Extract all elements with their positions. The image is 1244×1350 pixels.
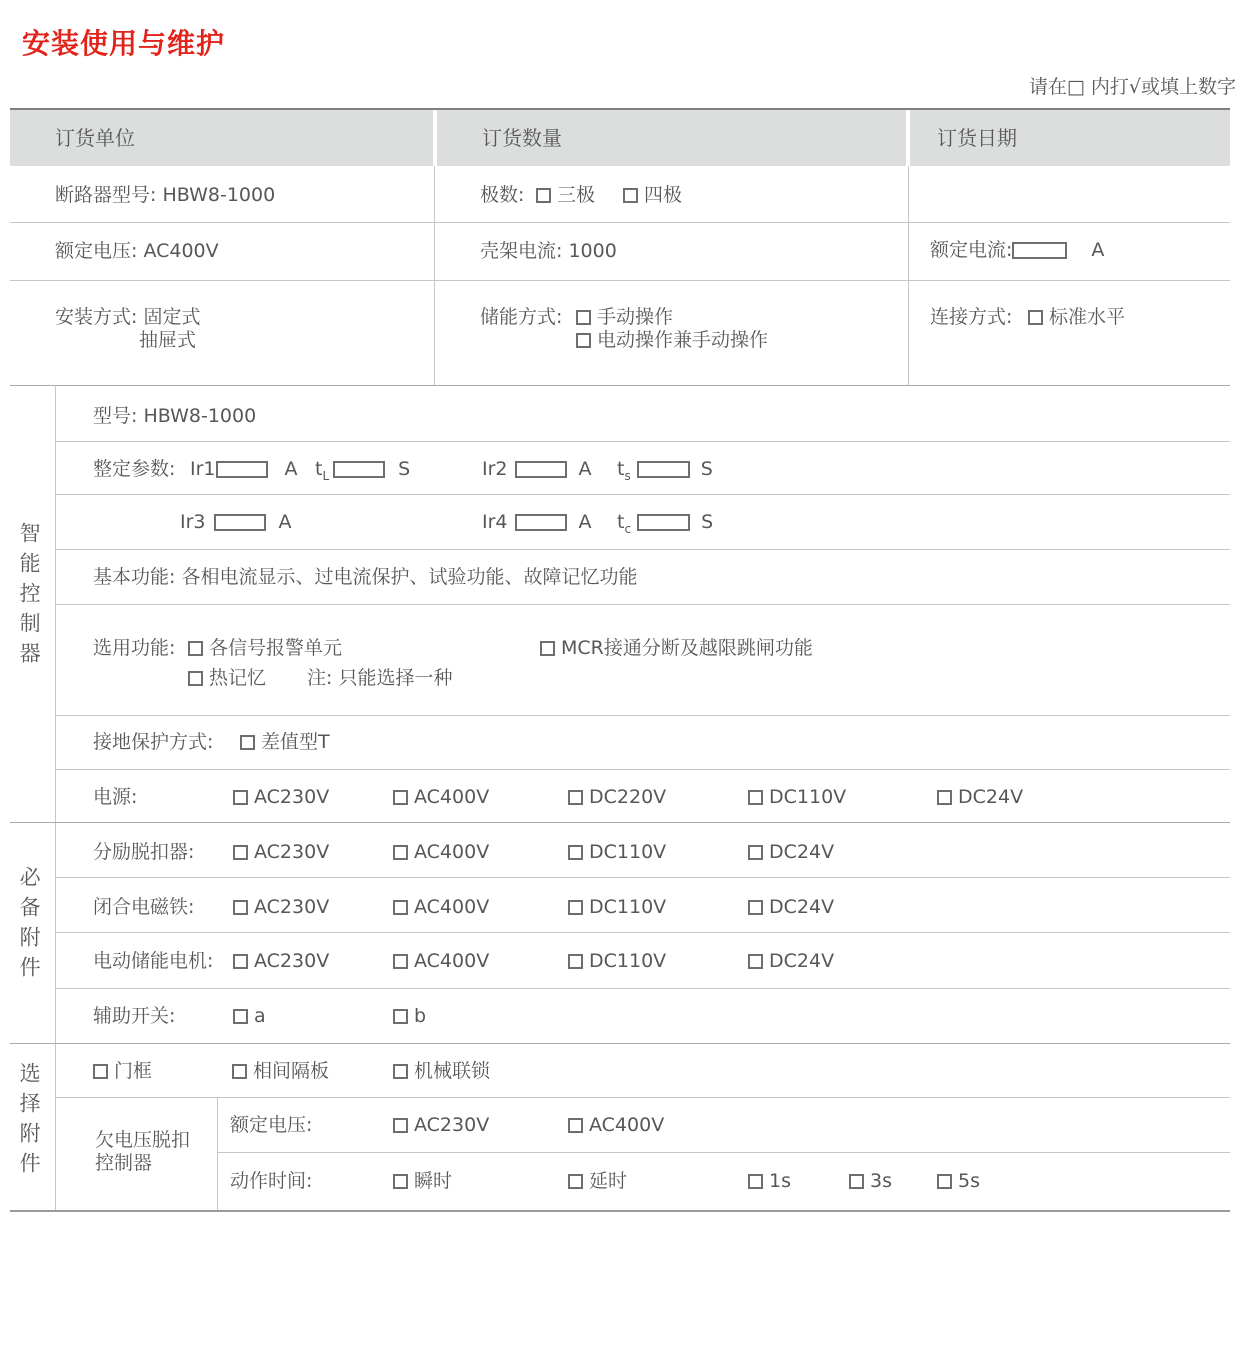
section-divider — [10, 822, 1230, 823]
mounting-label: 安装方式: — [55, 306, 138, 328]
checkbox-icon — [849, 1174, 864, 1189]
connection-label: 连接方式: — [930, 306, 1013, 328]
rated-voltage-value: AC400V — [143, 240, 219, 262]
option-label: 差值型T — [261, 731, 330, 753]
param-ir3 — [180, 511, 292, 533]
option-label: 3s — [870, 1170, 892, 1192]
mounting-fixed: 固定式 — [143, 306, 201, 328]
option-label: DC110V — [769, 786, 847, 808]
checkbox-motor-ac400v[interactable] — [393, 950, 489, 972]
param-name: $t_L$ — [315, 458, 330, 483]
checkbox-icon — [233, 1009, 248, 1024]
grid-line — [55, 1097, 1230, 1098]
option-label: AC230V — [254, 841, 330, 863]
frame-current-value: 1000 — [568, 240, 617, 262]
breaker-model-field — [55, 184, 275, 206]
checkbox-icon — [393, 1009, 408, 1024]
rated-current-unit: A — [1091, 239, 1105, 261]
header-order-date: 订货日期 — [910, 110, 1230, 166]
checkbox-icon — [240, 735, 255, 750]
rated-current-field — [930, 239, 1104, 261]
checkbox-shunt-dc110v[interactable] — [568, 841, 666, 863]
checkbox-optional-thermal-memory[interactable] — [188, 667, 266, 689]
param-name: Ir3 — [180, 511, 206, 533]
grid-line — [55, 385, 56, 1210]
checkbox-icon — [937, 790, 952, 805]
checkbox-icon — [393, 1064, 408, 1079]
unit-label: A — [578, 511, 592, 533]
checkbox-closing-ac230v[interactable] — [233, 896, 329, 918]
grid-line — [217, 1097, 218, 1210]
option-label: 相间隔板 — [253, 1060, 330, 1082]
checkbox-uv-1s[interactable] — [748, 1170, 791, 1192]
checkbox-icon — [1028, 310, 1043, 325]
grid-line — [10, 222, 1230, 223]
section-label-optional-accessories: 选择附件 — [17, 1062, 42, 1182]
param-name: $t_s$ — [617, 458, 631, 483]
grid-line — [55, 604, 1230, 605]
checkbox-icon — [576, 310, 591, 325]
checkbox-motor-ac230v[interactable] — [233, 950, 329, 972]
checkbox-aux-b[interactable] — [393, 1005, 426, 1027]
option-label: DC110V — [589, 950, 667, 972]
fill-instruction-note: 请在□ 内打√或填上数字 — [1028, 76, 1236, 98]
optional-functions-note: 注: 只能选择一种 — [307, 667, 453, 689]
basic-functions-field — [93, 566, 637, 588]
checkbox-power-ac400v[interactable] — [393, 786, 489, 808]
option-label: 热记忆 — [209, 667, 267, 689]
option-label: DC24V — [769, 896, 835, 918]
checkbox-mechanical-interlock[interactable] — [393, 1060, 490, 1082]
mounting-field — [55, 306, 200, 328]
uv-rated-voltage-label: 额定电压: — [230, 1114, 313, 1136]
checkbox-icon — [393, 900, 408, 915]
ir1-input-box[interactable] — [216, 461, 268, 478]
checkbox-icon — [232, 1064, 247, 1079]
checkbox-uv-delay[interactable] — [568, 1170, 627, 1192]
grid-line — [55, 494, 1230, 495]
checkbox-power-ac230v[interactable] — [233, 786, 329, 808]
checkbox-icon — [568, 900, 583, 915]
grid-line — [10, 385, 1230, 386]
checkbox-icon — [393, 1118, 408, 1133]
checkbox-optional-signal-alarm[interactable] — [188, 637, 342, 659]
option-label: AC400V — [414, 896, 490, 918]
option-label: 电动操作兼手动操作 — [597, 329, 769, 351]
checkbox-uv-instant[interactable] — [393, 1170, 452, 1192]
option-label: AC230V — [254, 896, 330, 918]
checkbox-poles-four[interactable] — [623, 184, 682, 206]
undervoltage-label-line2: 控制器 — [95, 1152, 153, 1174]
page-title: 安装使用与维护 — [22, 27, 226, 60]
checkbox-optional-mcr[interactable] — [540, 637, 813, 659]
option-label: 标准水平 — [1049, 306, 1126, 328]
breaker-model-label: 断路器型号: — [55, 184, 157, 206]
unit-label: S — [700, 458, 713, 480]
grid-line — [10, 280, 1230, 281]
checkbox-closing-ac400v[interactable] — [393, 896, 489, 918]
shunt-release-label: 分励脱扣器: — [93, 841, 195, 863]
option-label: DC220V — [589, 786, 667, 808]
controller-model-label: 型号: — [93, 405, 138, 427]
basic-functions-label: 基本功能: — [93, 566, 176, 588]
checkbox-phase-barrier[interactable] — [232, 1060, 329, 1082]
option-label: DC110V — [589, 896, 667, 918]
grid-line — [908, 166, 909, 385]
option-label: 1s — [769, 1170, 791, 1192]
checkbox-icon — [540, 641, 555, 656]
checkbox-icon — [568, 954, 583, 969]
param-name: $t_c$ — [617, 511, 632, 536]
checkbox-power-dc24v[interactable] — [937, 786, 1023, 808]
checkbox-icon — [748, 954, 763, 969]
option-label: 5s — [958, 1170, 980, 1192]
param-ir1 — [190, 458, 298, 480]
option-label: DC110V — [589, 841, 667, 863]
rated-current-input-box[interactable] — [1012, 242, 1067, 259]
checkbox-motor-dc24v[interactable] — [748, 950, 834, 972]
param-name: Ir1 — [190, 458, 216, 480]
storage-label: 储能方式: — [480, 306, 563, 328]
frame-current-label: 壳架电流: — [480, 240, 563, 262]
checkbox-icon — [623, 188, 638, 203]
param-name: Ir2 — [482, 458, 508, 480]
checkbox-icon — [576, 333, 591, 348]
option-label: 四极 — [644, 184, 683, 206]
checkbox-uv-5s[interactable] — [937, 1170, 980, 1192]
option-label: 机械联锁 — [414, 1060, 491, 1082]
checkbox-icon — [568, 1118, 583, 1133]
frame-current-field — [480, 240, 617, 262]
checkbox-icon — [748, 900, 763, 915]
mounting-drawout: 抽屉式 — [139, 329, 197, 351]
grid-line — [55, 988, 1230, 989]
option-label: AC230V — [254, 950, 330, 972]
grid-line — [55, 441, 1230, 442]
checkbox-power-dc220v[interactable] — [568, 786, 666, 808]
tl-input-box[interactable] — [333, 461, 385, 478]
option-label: AC400V — [589, 1114, 665, 1136]
checkbox-icon — [937, 1174, 952, 1189]
grid-line — [55, 549, 1230, 550]
checkbox-uv-ac400v[interactable] — [568, 1114, 664, 1136]
checkbox-icon — [748, 790, 763, 805]
checkbox-icon — [568, 790, 583, 805]
checkbox-storage-motor-manual[interactable] — [576, 329, 768, 351]
checkbox-poles-three[interactable] — [536, 184, 595, 206]
breaker-model-value: HBW8-1000 — [162, 184, 276, 206]
unit-label: A — [284, 458, 298, 480]
checkbox-icon — [393, 1174, 408, 1189]
option-label: 延时 — [589, 1170, 628, 1192]
option-label: MCR接通分断及越限跳闸功能 — [561, 637, 813, 659]
option-label: 三极 — [557, 184, 596, 206]
checkbox-icon — [233, 954, 248, 969]
checkbox-icon — [93, 1064, 108, 1079]
checkbox-storage-manual[interactable] — [576, 306, 673, 328]
unit-label: S — [701, 511, 714, 533]
option-label: 门框 — [114, 1060, 153, 1082]
rated-voltage-field — [55, 240, 219, 262]
option-label: AC400V — [414, 950, 490, 972]
checkbox-icon — [748, 1174, 763, 1189]
checkbox-icon — [536, 188, 551, 203]
undervoltage-label-line1: 欠电压脱扣 — [95, 1129, 191, 1151]
checkbox-closing-dc110v[interactable] — [568, 896, 666, 918]
grid-line — [217, 1152, 1230, 1153]
option-label: b — [414, 1005, 427, 1027]
aux-switch-label: 辅助开关: — [93, 1005, 176, 1027]
option-label: 各信号报警单元 — [209, 637, 343, 659]
checkbox-shunt-dc24v[interactable] — [748, 841, 834, 863]
uv-action-time-label: 动作时间: — [230, 1170, 313, 1192]
checkbox-icon — [233, 900, 248, 915]
checkbox-closing-dc24v[interactable] — [748, 896, 834, 918]
ir2-input-box[interactable] — [515, 461, 567, 478]
checkbox-shunt-ac400v[interactable] — [393, 841, 489, 863]
checkbox-icon — [233, 845, 248, 860]
rated-current-label: 额定电流: — [930, 239, 1013, 261]
closing-magnet-label: 闭合电磁铁: — [93, 896, 195, 918]
checkbox-icon — [568, 845, 583, 860]
param-name: Ir4 — [482, 511, 508, 533]
option-label: 瞬时 — [414, 1170, 453, 1192]
grid-line — [55, 877, 1230, 878]
grid-line — [10, 1210, 1230, 1212]
unit-label: A — [278, 511, 292, 533]
grid-line — [55, 715, 1230, 716]
optional-functions-label: 选用功能: — [93, 637, 176, 659]
unit-label: S — [398, 458, 411, 480]
checkbox-icon — [393, 845, 408, 860]
checkbox-icon — [188, 641, 203, 656]
option-label: DC24V — [769, 841, 835, 863]
param-ir4 — [482, 511, 592, 533]
checkbox-icon — [188, 671, 203, 686]
param-ir2 — [482, 458, 592, 480]
checkbox-icon — [568, 1174, 583, 1189]
option-label: AC230V — [254, 786, 330, 808]
section-label-required-accessories: 必备附件 — [17, 866, 42, 986]
param-tc — [617, 511, 713, 540]
param-ts — [617, 458, 713, 487]
checkbox-motor-dc110v[interactable] — [568, 950, 666, 972]
checkbox-door-frame[interactable] — [93, 1060, 152, 1082]
option-label: AC400V — [414, 841, 490, 863]
controller-model-value: HBW8-1000 — [143, 405, 257, 427]
checkbox-icon — [233, 790, 248, 805]
checkbox-icon — [393, 790, 408, 805]
checkbox-icon — [748, 845, 763, 860]
grid-line — [55, 932, 1230, 933]
option-label: a — [254, 1005, 266, 1027]
params-label: 整定参数: — [93, 458, 176, 480]
section-divider — [10, 1043, 1230, 1044]
poles-label: 极数: — [480, 184, 525, 206]
controller-model-field — [93, 405, 256, 427]
param-tl — [315, 458, 410, 487]
storage-motor-label: 电动储能电机: — [93, 950, 214, 972]
ts-input-box[interactable] — [637, 461, 690, 478]
checkbox-uv-ac230v[interactable] — [393, 1114, 489, 1136]
checkbox-uv-3s[interactable] — [849, 1170, 892, 1192]
tc-input-box[interactable] — [637, 514, 690, 531]
checkbox-shunt-ac230v[interactable] — [233, 841, 329, 863]
unit-label: A — [578, 458, 592, 480]
checkbox-power-dc110v[interactable] — [748, 786, 846, 808]
header-order-unit: 订货单位 — [10, 110, 433, 166]
header-order-quantity: 订货数量 — [437, 110, 906, 166]
checkbox-ground-differential-t[interactable] — [240, 731, 330, 753]
option-label: DC24V — [769, 950, 835, 972]
ir3-input-box[interactable] — [214, 514, 266, 531]
option-label: AC230V — [414, 1114, 490, 1136]
section-label-smart-controller: 智能控制器 — [17, 522, 42, 672]
checkbox-aux-a[interactable] — [233, 1005, 266, 1027]
ground-protection-label: 接地保护方式: — [93, 731, 214, 753]
checkbox-icon — [393, 954, 408, 969]
power-supply-label: 电源: — [93, 786, 138, 808]
rated-voltage-label: 额定电压: — [55, 240, 138, 262]
basic-functions-value: 各相电流显示、过电流保护、试验功能、故障记忆功能 — [181, 566, 638, 588]
checkbox-connection-standard[interactable] — [1028, 306, 1125, 328]
grid-line — [434, 166, 435, 385]
grid-line — [55, 769, 1230, 770]
option-label: DC24V — [958, 786, 1024, 808]
option-label: 手动操作 — [597, 306, 674, 328]
ir4-input-box[interactable] — [515, 514, 567, 531]
option-label: AC400V — [414, 786, 490, 808]
